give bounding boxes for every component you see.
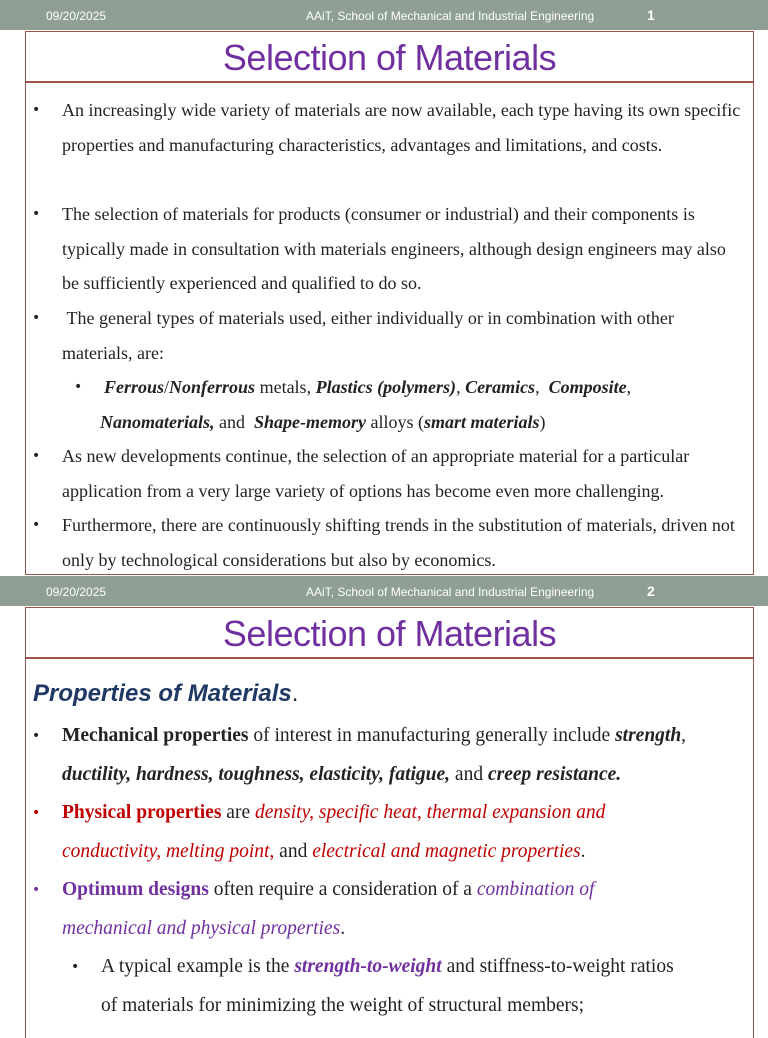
slide-number: 2 [647,583,655,599]
bullet-item: • Physical properties are density, specific heat, thermal expansion and conductivity, melting point, and electrical and magnetic properties. [62,794,744,871]
slide-footer-org: AAiT, School of Mechanical and Industrial Engineering [306,9,595,23]
bullet-item: • The selection of materials for products (consumer or industrial) and their components is typically made in consultation with materials engineers, although design engineers may also be sufficiently experienced and qualified to do so. [62,197,744,301]
bullet-icon: • [32,728,41,744]
slide-date: 09/20/2025 [46,9,107,23]
slide-title: Selection of Materials [25,31,754,82]
bullet-icon: • [32,310,41,326]
bullet-icon: • [32,102,41,118]
bullet-icon: • [71,959,80,975]
sub-bullet-item: • Ferrous/Nonferrous metals, Plastics (polymers), Ceramics, Composite, Nanomaterials, and Shape-memory alloys (smart materials) [104,370,704,439]
section-heading: Properties of Materials. [33,680,299,707]
slide-footer-org: AAiT, School of Mechanical and Industrial Engineering [306,585,595,599]
bullet-icon: • [32,517,41,533]
slide-2 [0,576,768,1024]
slide-date: 09/20/2025 [46,585,107,599]
bullet-item: • Mechanical properties of interest in manufacturing generally include strength, ductility, hardness, toughness, elasticity, fatigue, and creep resistance. [62,717,744,794]
bullet-icon: • [74,379,83,395]
slide-title: Selection of Materials [25,607,754,658]
slide-header [0,576,768,606]
bullet-item: • An increasingly wide variety of materials are now available, each type having its own specific properties and manufacturing characteristics, advantages and limitations, and costs. [62,93,744,162]
bullet-icon: • [32,206,41,222]
bullet-item: • Furthermore, there are continuously shifting trends in the substitution of materials, driven not only by technological considerations but also by economics. [62,508,744,577]
bullet-item: • As new developments continue, the selection of an appropriate material for a particular application from a very large variety of options has become even more challenging. [62,439,744,508]
sub-bullet-item: • A typical example is the strength-to-weight and stiffness-to-weight ratios of materials for minimizing the weight of structural members; [101,948,741,1025]
bullet-item: • Optimum designs often require a consideration of a combination of mechanical and physical properties. [62,871,744,948]
slide-number: 1 [647,7,655,23]
bullet-icon: • [32,882,41,898]
bullet-item: • The general types of materials used, either individually or in combination with other materials, are: [62,301,744,370]
bullet-icon: • [32,448,41,464]
slide-header [0,0,768,30]
bullet-icon: • [32,805,41,821]
